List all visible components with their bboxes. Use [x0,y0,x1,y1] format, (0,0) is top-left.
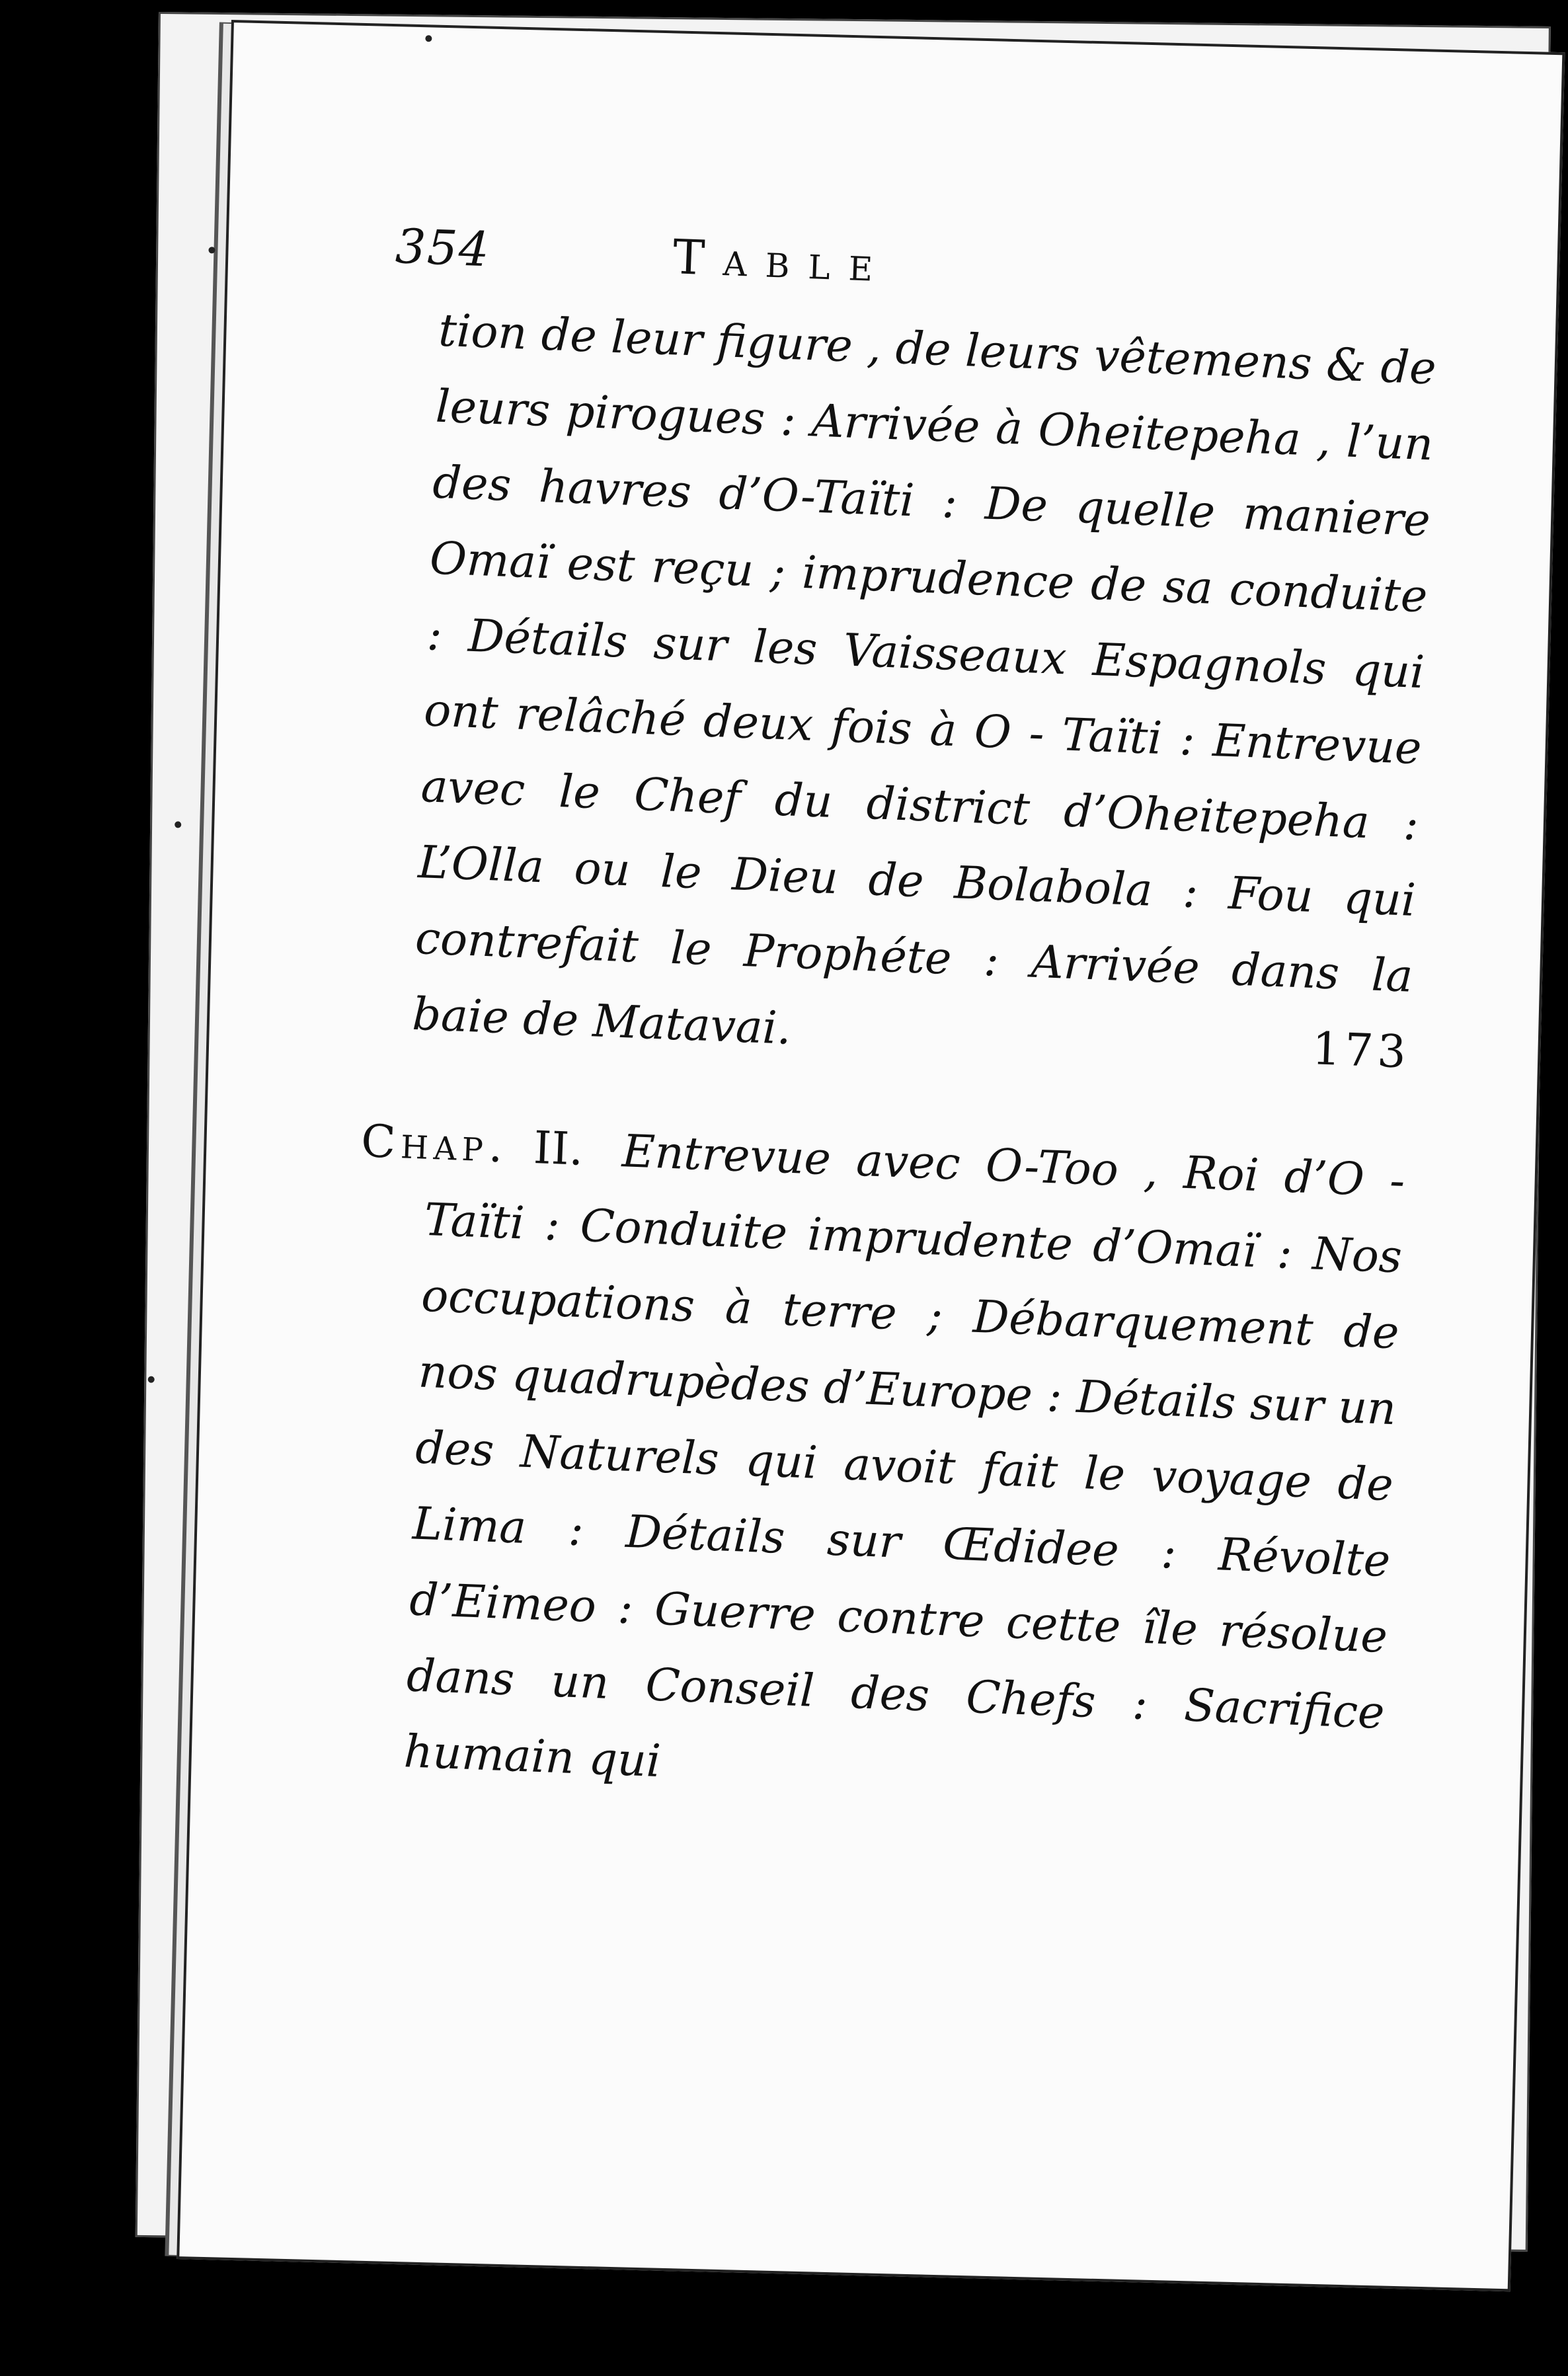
paper-speck [425,35,432,42]
toc-entry-page-ref: 173 [1311,1023,1411,1079]
toc-entry-text: tion de leur figure , de leurs vêtemens & de leurs pirogues : Arrivée à Oheitepeha , l’un des havres d’O-Taïti : De quelle maniere Omaï est reçu ; imprudence de sa conduite : Détails sur les Vaisseaux Espagnols qui ont relâché deux fois à O - Taïti : Entrevue avec le Chef du district d’Oheitepeha : L’Olla ou le Dieu de Bolabola : Fou qui contrefait le Prophéte : Arrivée dans la baie de Matavai. [411,304,1437,1055]
chapter-number: II. [532,1122,585,1176]
toc-chapter-entry [336,1103,1407,1827]
page-number: 354 [394,218,492,278]
chapter-label: Chap. [360,1115,510,1173]
toc-entry-continued [365,291,1438,1091]
chapter-summary: Entrevue avec O-Too , Roi d’O - Taïti : Conduite imprudente d’Omaï : Nos occupations à terre ; Débarquement de nos quadrupèdes d’Europe : Détails sur un des Naturels qui avoit fait le voyage de Lima : Détails sur Œdidee : Révolte d’Eimeo : Guerre contre cette île résolue dans un Conseil des Chefs : Sacrifice humain qui [403,1125,1406,1788]
running-title: Table [672,229,893,293]
table-of-contents-text [336,218,1440,1827]
